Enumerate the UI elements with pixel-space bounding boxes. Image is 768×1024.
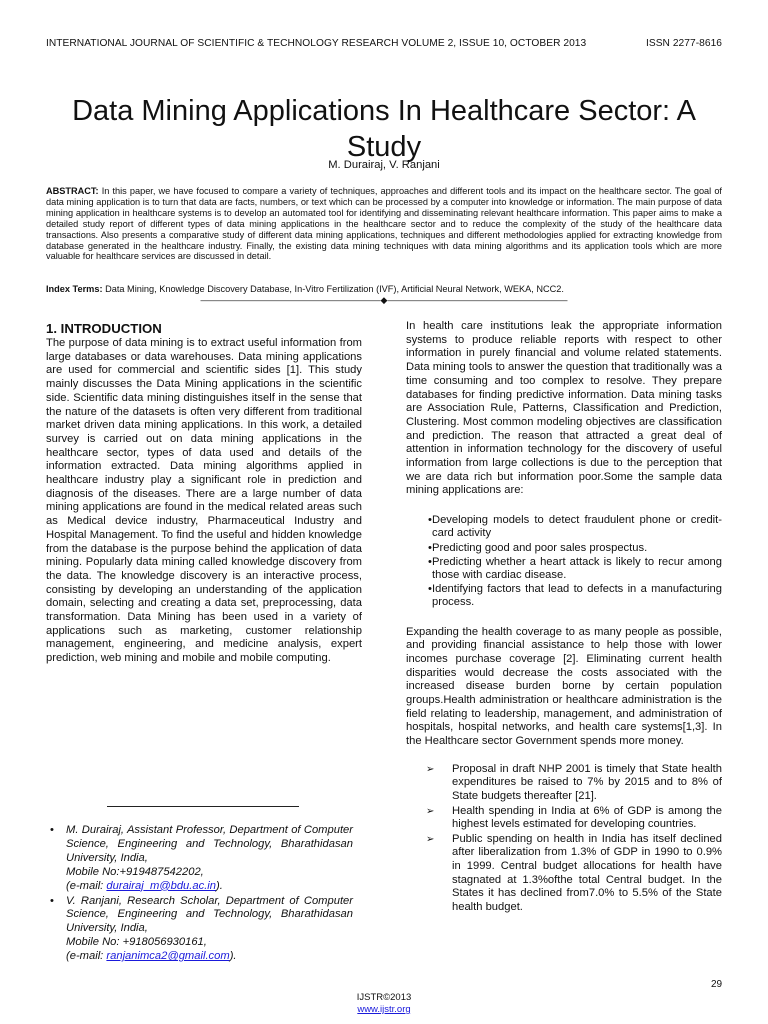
copyright-text: IJSTR©2013 xyxy=(356,992,412,1003)
list-item: • Predicting whether a heart attack is likely to recur among those with cardiac disease. xyxy=(428,555,722,581)
bullet-icon: • xyxy=(50,824,54,836)
list-item: • Predicting good and poor sales prospectus. xyxy=(428,541,648,554)
title-line-2: Study xyxy=(346,131,422,164)
issn: ISSN 2277-8616 xyxy=(645,38,722,49)
right-paragraph-2: Expanding the health coverage to as many people as possible, and providing financial assistance to help those with lower incomes purchase coverage [2]. Eliminating current health disparities would decrease the costs associated with the increased disease burden borne by certain population groups.Health administration or healthcare administration is the field relating to leadership, management, and administration of hospitals, hospital networks, and health care systems[1,3]. In the Healthcare sector Government spends more money. xyxy=(406,625,722,748)
footnote-divider xyxy=(107,806,299,807)
arrow-bullet-icon: ➢ xyxy=(426,763,435,775)
bullet-icon: • xyxy=(428,541,432,554)
bullet-icon: • xyxy=(50,894,54,907)
affiliation-durairaj: • M. Durairaj, Assistant Professor, Department of Computer Science, Engineering and Technology, Bharathidasan University, India, Mobile No:+919487542202, (e-mail: durairaj_m@bdu.ac.in). xyxy=(50,824,353,892)
arrow-bullet-icon: ➢ xyxy=(426,833,435,845)
list-item: ➢ Health spending in India at 6% of GDP is among the highest levels estimated for developing countries. xyxy=(426,804,722,831)
list-item: • Identifying factors that lead to defects in a manufacturing process. xyxy=(428,583,722,609)
right-column xyxy=(406,320,722,915)
right-paragraph-1: In health care institutions leak the appropriate information systems to produce reliable reports with respect to other information in purely financial and volume related statements. Data mining tools to answer the question that traditionally was a time consuming and too complex to resolve. They prepare databases for finding predictive information. Data mining tasks are Association Rule, Patterns, Classification and Prediction, Clustering. Most common modeling objectives are classification and prediction. The reason that attracted a great deal of attention in information technology for the discovery of useful information from large collections is due to the perception that we are data rich but information poor.Some the sample data mining applications are: xyxy=(406,320,722,497)
applications-list xyxy=(406,514,722,609)
abstract xyxy=(46,186,722,262)
health-spending-list xyxy=(406,763,722,915)
title-line-1: Data Mining Applications In Healthcare Sector: A xyxy=(72,95,696,128)
list-item: ➢ Public spending on health in India has itself declined after liberalization from 1.3% of GDP in 1990 to 0.9% in 1999. Central budget allocations for health have stagnated at 1.3%ofthe total Central budget. In the States it has declined from7.0% to 5.5% of the State health budget. xyxy=(426,832,722,913)
email-link-ranjani[interactable]: ranjanimca2@gmail.com xyxy=(106,950,230,963)
paper-title xyxy=(40,93,728,165)
page-footer xyxy=(0,992,768,1016)
bullet-icon: • xyxy=(428,555,432,568)
author-affiliations xyxy=(50,824,353,964)
journal-name: INTERNATIONAL JOURNAL OF SCIENTIFIC & TECHNOLOGY RESEARCH VOLUME 2, ISSUE 10, OCTOBER 2013 xyxy=(46,38,587,49)
abstract-text: In this paper, we have focused to compare a variety of techniques, approaches and different tools and its impact on the healthcare sector. The goal of data mining application is to turn that data are facts, numbers, or text which can be processed by a computer into knowledge or information. The main purpose of data mining application in healthcare systems is to develop an automated tool for identifying and disseminating relevant healthcare information. This paper aims to make a detailed study report of different types of data mining applications in the healthcare sector and to reduce the complexity of the study of the healthcare data transactions. Also presents a comparative study of different data mining applications, techniques and different methodologies applied for extracting knowledge from database generated in the healthcare industry. Finally, the existing data mining techniques with data mining algorithms and its application tools which are more valuable for healthcare services are discussed in detail. xyxy=(46,186,722,262)
page-number: 29 xyxy=(711,979,723,990)
author-list: M. Durairaj, V. Ranjani xyxy=(328,159,440,171)
index-terms xyxy=(46,284,722,295)
list-item: • Developing models to detect fraudulent phone or credit-card activity xyxy=(428,514,722,540)
section-heading-introduction: 1. INTRODUCTION xyxy=(46,321,162,336)
bullet-icon: • xyxy=(428,514,432,527)
list-item: ➢ Proposal in draft NHP 2001 is timely that State health expenditures be raised to 7% by 2015 and to 8% of State budgets thereafter [21]. xyxy=(426,762,722,803)
website-link[interactable]: www.ijstr.org xyxy=(357,1004,411,1015)
index-terms-label: Index Terms: xyxy=(46,284,103,294)
running-header xyxy=(46,38,722,49)
email-link-durairaj[interactable]: durairaj_m@bdu.ac.in xyxy=(106,879,217,892)
abstract-label: ABSTRACT: xyxy=(46,186,99,196)
intro-paragraph: The purpose of data mining is to extract useful information from large databases or data warehouses. Data mining applications are used for commercial and scientific sides [1]. This study mainly discusses the Data Mining applications in the scientific side. Scientific data mining distinguishes itself in the sense that the nature of the datasets is often very different from traditional market driven data mining applications. In this work, a detailed survey is carried out on data mining applications in the healthcare sector, types of data used and details of the information extracted. Data mining algorithms applied in healthcare industry play a significant role in prediction and diagnosis of the diseases. There are a large number of data mining applications are found in the medical related areas such as Medical device industry, Pharmaceutical Industry and Hospital Management. To find the useful and hidden knowledge from the database is the purpose behind the application of data mining. Popularly data mining called knowledge discovery from the data. The knowledge discovery is an interactive process, consisting by developing an understanding of the application domain, selecting and creating a data set, preprocessing, data transformation. Data Mining has been used in a variety of applications such as marketing, customer relationship management, engineering, and medicine analysis, expert prediction, web mining and mobile and mobile computing. xyxy=(46,337,362,665)
arrow-bullet-icon: ➢ xyxy=(426,805,435,817)
index-terms-text: Data Mining, Knowledge Discovery Database, In-Vitro Fertilization (IVF), Artificial Neural Network, WEKA, NCC2. xyxy=(105,284,564,294)
bullet-icon: • xyxy=(428,583,432,596)
affiliation-ranjani: • V. Ranjani, Research Scholar, Department of Computer Science, Engineering and Technology, Bharathidasan University, India, Mobile No: +918056930161, (e-mail: ranjanimca2@gmail.com). xyxy=(50,894,353,963)
section-separator: ————————————————————◆———————————————————— xyxy=(200,295,568,305)
left-column xyxy=(46,320,362,666)
